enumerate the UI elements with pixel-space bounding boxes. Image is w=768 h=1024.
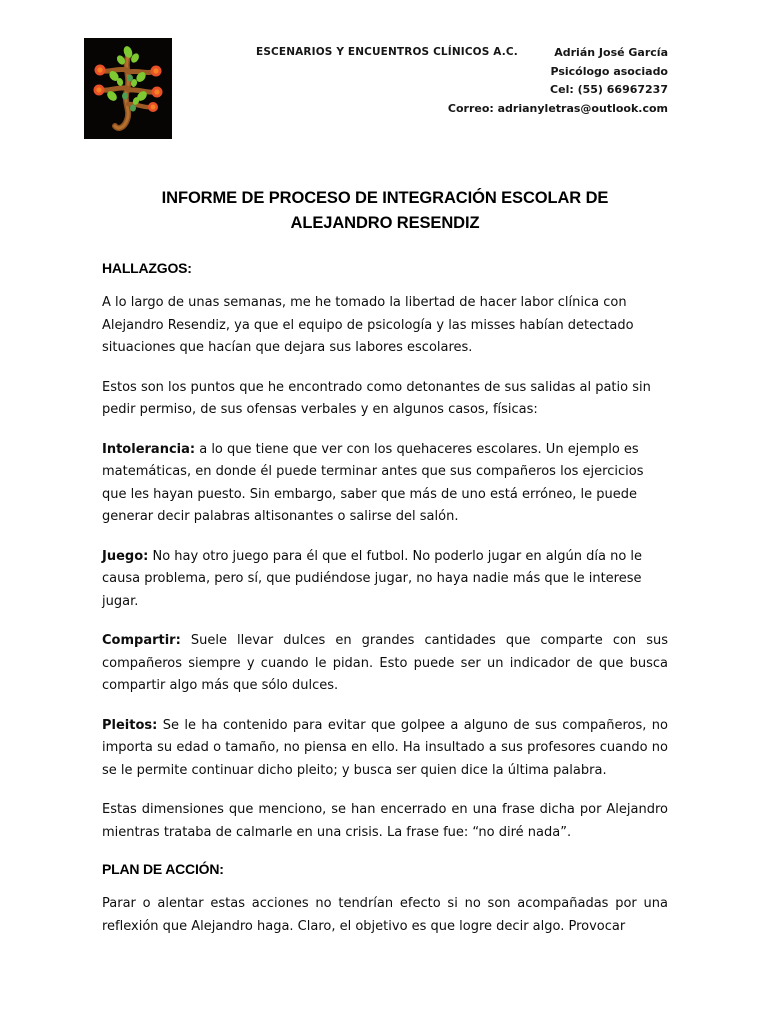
paragraph-intro-2: Estos son los puntos que he encontrado como detonantes de sus salidas al patio sin pedir permiso, de sus ofensas verbales y en algunos casos, físicas: xyxy=(102,379,651,417)
tree-logo xyxy=(84,38,172,139)
run-in-label-juego: Juego: xyxy=(102,548,149,564)
contact-phone: Cel: (55) 66967237 xyxy=(550,83,668,96)
run-in-label-intolerancia: Intolerancia: xyxy=(102,441,196,457)
paragraph-intro-1: A lo largo de unas semanas, me he tomado la libertad de hacer labor clínica con Alejandro Resendiz, ya que el equipo de psicología y las misses habían detectado situaciones que hacían que dejara sus labores escolares. xyxy=(102,295,634,355)
paragraph-intolerancia xyxy=(102,439,668,529)
organization-name: ESCENARIOS Y ENCUENTROS CLÍNICOS A.C. xyxy=(256,46,518,58)
page-title-line-1: INFORME DE PROCESO DE INTEGRACIÓN ESCOLAR DE xyxy=(161,189,609,207)
run-in-label-compartir: Compartir: xyxy=(102,633,181,648)
run-in-text-juego: No hay otro juego para él que el futbol. No poderlo jugar en algún día no le causa problema, pero sí, que pudiéndose jugar, no haya nadie más que le interese jugar. xyxy=(102,548,643,609)
page-title-line-2: ALEJANDRO RESENDIZ xyxy=(290,214,480,232)
paragraph-pleitos xyxy=(102,715,668,783)
section-heading-hallazgos: HALLAZGOS: xyxy=(102,260,192,276)
run-in-label-pleitos: Pleitos: xyxy=(102,717,158,733)
run-in-text-intolerancia: a lo que tiene que ver con los quehaceres escolares. Un ejemplo es matemáticas, en donde él puede terminar antes que sus compañeros los ejercicios que les hayan puesto. Sin embargo, saber que más de uno está erróneo, le puede generar decir palabras altisonantes o salirse del salón. xyxy=(102,441,644,524)
document-body xyxy=(102,186,668,955)
run-in-text-compartir: Suele llevar dulces en grandes cantidades que comparte con sus compañeros siempre y cuando le pidan. Esto puede ser un indicador de que busca compartir algo más que sólo dulces. xyxy=(102,633,668,693)
contact-block xyxy=(338,44,668,118)
section-heading-plan-de-accion: PLAN DE ACCIÓN: xyxy=(102,861,224,877)
paragraph-cierre-hallazgos: Estas dimensiones que menciono, se han encerrado en una frase dicha por Alejandro mientras trataba de calmarle en una crisis. La frase fue: “no diré nada”. xyxy=(102,802,668,840)
run-in-text-pleitos: Se le ha contenido para evitar que golpee a alguno de sus compañeros, no importa su edad o tamaño, no piensa en ello. Ha insultado a sus profesores cuando no se le permite continuar dicho pleito; y busca ser quien dice la última palabra. xyxy=(102,717,668,778)
contact-name: Adrián José García xyxy=(554,46,668,59)
contact-role: Psicólogo asociado xyxy=(550,64,668,78)
letterhead xyxy=(84,36,668,142)
page-title xyxy=(102,186,668,236)
paragraph-juego xyxy=(102,546,668,614)
contact-email: Correo: adrianyletras@outlook.com xyxy=(447,101,668,115)
paragraph-plan-1: Parar o alentar estas acciones no tendrían efecto si no son acompañadas por una reflexión que Alejandro haga. Claro, el objetivo es que logre decir algo. Provocar xyxy=(102,896,668,934)
paragraph-compartir xyxy=(102,630,668,698)
